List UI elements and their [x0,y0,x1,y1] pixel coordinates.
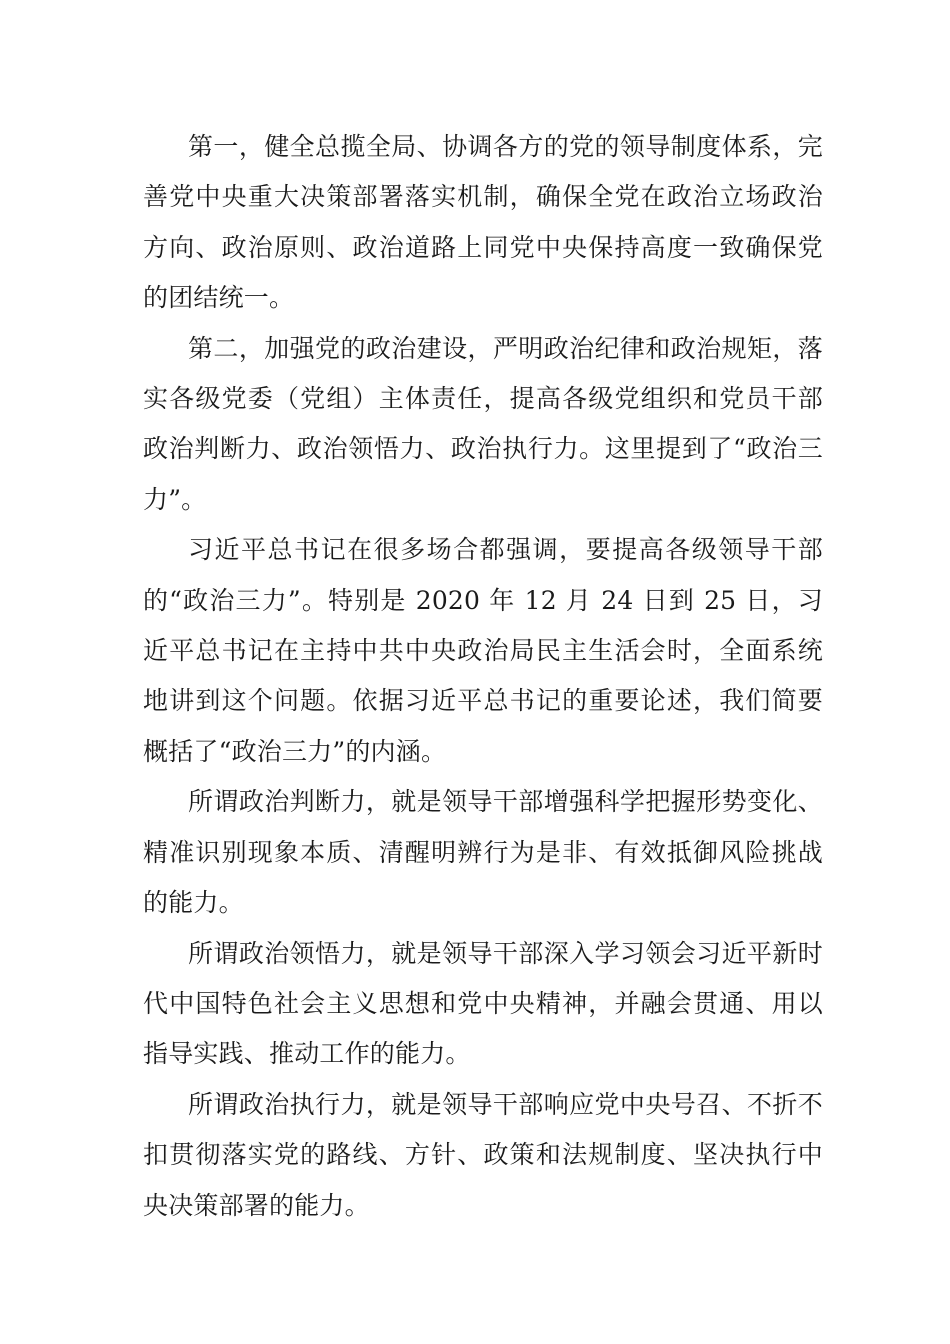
document-body [143,122,823,1231]
paragraph-5: 所谓政治领悟力，就是领导干部深入学习领会习近平新时代中国特色社会主义思想和党中央精神，并融会贯通、用以指导实践、推动工作的能力。 [143,938,823,1069]
paragraph-1: 第一，健全总揽全局、协调各方的党的领导制度体系，完善党中央重大决策部署落实机制，确保全党在政治立场政治方向、政治原则、政治道路上同党中央保持高度一致确保党的团结统一。 [143,132,823,313]
paragraph-3: 习近平总书记在很多场合都强调，要提高各级领导干部的“政治三力”。特别是 2020 年 12 月 24 日到 25 日，习近平总书记在主持中共中央政治局民主生活会时，全面系统地讲到这个问题。依据习近平总书记的重要论述，我们简要概括了“政治三力”的内涵。 [143,535,823,766]
paragraph-6: 所谓政治执行力，就是领导干部响应党中央号召、不折不扣贯彻落实党的路线、方针、政策和法规制度、坚决执行中央决策部署的能力。 [143,1089,823,1220]
paragraph-4: 所谓政治判断力，就是领导干部增强科学把握形势变化、精准识别现象本质、清醒明辨行为是非、有效抵御风险挑战的能力。 [143,787,823,918]
paragraph-2: 第二，加强党的政治建设，严明政治纪律和政治规矩，落实各级党委（党组）主体责任，提高各级党组织和党员干部政治判断力、政治领悟力、政治执行力。这里提到了“政治三力”。 [143,333,823,514]
